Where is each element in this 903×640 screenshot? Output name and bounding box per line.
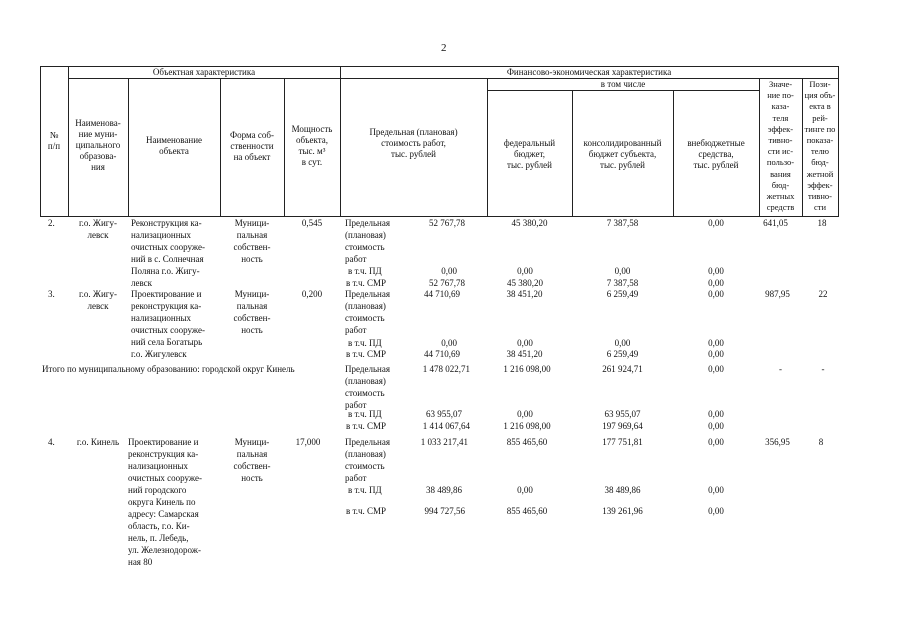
row-consolidated: 7 387,58	[606, 218, 639, 228]
row-extrabudget: 0,00	[708, 437, 724, 447]
row-pd-federal: 0,00	[517, 485, 533, 495]
row-extrabudget: 0,00	[708, 289, 724, 299]
total-smr-label: в т.ч. СМР	[346, 421, 387, 431]
row-capacity: 0,200	[301, 289, 323, 299]
total-pd-consolidated: 63 955,07	[604, 409, 641, 419]
row-object-name: Реконструкция ка- нализационных очистных сооруже- ний в с. Солнечная Поляна г.о. Жигу- левск	[131, 218, 205, 288]
header-position: Пози- ция объ- екта в рей- тинге по показа- телю бюд- жетной эффек- тивно- сти	[804, 79, 836, 213]
total-position: -	[821, 364, 825, 374]
row-smr-cost: 52 767,78	[429, 278, 465, 288]
row-pd-federal: 0,00	[517, 266, 533, 276]
row-smr-consolidated: 7 387,58	[606, 278, 639, 288]
row-ownership: Муници- пальная собствен- ность	[233, 289, 271, 335]
row-pd-consolidated: 0,00	[614, 266, 631, 276]
row-smr-label: в т.ч. СМР	[346, 278, 387, 288]
row-pd-label: в т.ч. ПД	[348, 266, 382, 276]
row-indicator: 356,95	[765, 437, 790, 447]
header-municipality: Наименова- ние муни- ципального образова- ния	[75, 118, 121, 172]
row-pd-extrabudget: 0,00	[708, 338, 724, 348]
total-cost-label: Предельная (плановая) стоимость работ	[345, 364, 390, 410]
row-capacity: 17,000	[295, 437, 321, 447]
total-smr-cost: 1 414 067,64	[422, 421, 470, 431]
header-capacity: Мощность объекта, тыс. м³ в сут.	[291, 124, 333, 167]
row-pd-cost: 38 489,86	[426, 485, 462, 495]
row-smr-consolidated: 6 259,49	[606, 349, 639, 359]
row-municipality: г.о. Кинель	[76, 437, 120, 447]
row-pd-extrabudget: 0,00	[708, 485, 724, 495]
row-pd-consolidated: 38 489,86	[604, 485, 641, 495]
row-smr-extrabudget: 0,00	[708, 278, 724, 288]
total-pd-federal: 0,00	[517, 409, 533, 419]
row-position: 22	[818, 289, 828, 299]
page-number: 2	[441, 42, 447, 54]
row-position: 18	[817, 218, 827, 228]
header-including: в том числе	[600, 79, 646, 89]
row-ownership: Муници- пальная собствен- ность	[233, 218, 271, 264]
row-smr-extrabudget: 0,00	[708, 349, 724, 359]
total-cost: 1 478 022,71	[422, 364, 470, 374]
row-smr-federal: 38 451,20	[506, 349, 543, 359]
header-object-group: Объектная характеристика	[152, 67, 256, 77]
total-smr-extrabudget: 0,00	[708, 421, 724, 431]
row-consolidated: 177 751,81	[602, 437, 643, 447]
row-object-name: Проектирование и реконструкция ка- нализационных очистных сооруже- ний села Богатырь г.о. Жигулевск	[131, 289, 205, 359]
total-consolidated: 261 924,71	[602, 364, 643, 374]
total-smr-consolidated: 197 969,64	[602, 421, 643, 431]
header-finance-group: Финансово-экономическая характеристика	[506, 67, 672, 77]
row-smr-label: в т.ч. СМР	[346, 506, 387, 516]
row-municipality: г.о. Жигу- левск	[79, 289, 117, 311]
header-federal: федеральный бюджет, тыс. рублей	[503, 138, 556, 170]
header-indicator: Значе- ние по- каза- теля эффек- тивно- сти ис- пользо- вания бюд- жетных средств	[766, 79, 795, 213]
row-pd-consolidated: 0,00	[614, 338, 631, 348]
header-object-name: Наименование объекта	[145, 135, 203, 156]
row-indicator: 987,95	[765, 289, 790, 299]
row-smr-extrabudget: 0,00	[708, 506, 724, 516]
row-cost: 52 767,78	[429, 218, 465, 228]
total-pd-label: в т.ч. ПД	[348, 409, 382, 419]
header-extrabudget: внебюджетные средства, тыс. рублей	[687, 138, 745, 170]
total-extrabudget: 0,00	[708, 364, 724, 374]
row-municipality: г.о. Жигу- левск	[79, 218, 117, 240]
row-pd-label: в т.ч. ПД	[348, 338, 382, 348]
row-ownership: Муници- пальная собствен- ность	[233, 437, 271, 483]
row-number: 4.	[48, 437, 55, 447]
row-object-name: Проектирование и реконструкция ка- нализационных очистных сооруже- ний городского округа Кинель по адресу: Самарская область, г.о. Ки- нель, п. Лебедь, ул. Железнодорож- ная 80	[128, 437, 202, 567]
header-consolidated: консолидированный бюджет субъекта, тыс. рублей	[583, 138, 662, 170]
total-indicator: -	[779, 364, 782, 374]
row-number: 3.	[48, 289, 55, 299]
row-cost: 44 710,69	[424, 289, 460, 299]
row-pd-cost: 0,00	[441, 266, 457, 276]
row-capacity: 0,545	[301, 218, 323, 228]
total-federal: 1 216 098,00	[503, 364, 551, 374]
row-smr-cost: 994 727,56	[424, 506, 465, 516]
total-pd-cost: 63 955,07	[426, 409, 462, 419]
total-smr-federal: 1 216 098,00	[503, 421, 551, 431]
row-pd-cost: 0,00	[441, 338, 457, 348]
row-smr-cost: 44 710,69	[424, 349, 460, 359]
header-number: № п/п	[47, 130, 61, 151]
header-cost: Предельная (плановая) стоимость работ, тыс. рублей	[369, 127, 458, 159]
total-label: Итого по муниципальному образованию: городской округ Кинель	[42, 364, 295, 374]
row-smr-federal: 45 380,20	[507, 278, 543, 288]
row-smr-label: в т.ч. СМР	[346, 349, 387, 359]
total-pd-extrabudget: 0,00	[708, 409, 724, 419]
row-number: 2.	[48, 218, 55, 228]
row-federal: 855 465,60	[506, 437, 548, 447]
row-position: 8	[818, 437, 824, 447]
row-indicator: 641,05	[763, 218, 788, 228]
row-cost-label: Предельная (плановая) стоимость работ	[345, 218, 390, 264]
row-smr-federal: 855 465,60	[506, 506, 548, 516]
row-pd-extrabudget: 0,00	[708, 266, 724, 276]
subgroup-header-line	[487, 90, 759, 91]
row-cost-label: Предельная (плановая) стоимость работ	[345, 289, 390, 335]
row-cost-label: Предельная (плановая) стоимость работ	[345, 437, 390, 483]
row-federal: 45 380,20	[511, 218, 548, 228]
row-smr-consolidated: 139 261,96	[602, 506, 643, 516]
row-pd-federal: 0,00	[517, 338, 533, 348]
row-pd-label: в т.ч. ПД	[348, 485, 382, 495]
header-ownership: Форма соб- ственности на объект	[230, 130, 274, 162]
row-consolidated: 6 259,49	[606, 289, 639, 299]
col-border-11	[838, 66, 839, 217]
row-federal: 38 451,20	[506, 289, 543, 299]
row-extrabudget: 0,00	[708, 218, 724, 228]
row-cost: 1 033 217,41	[420, 437, 468, 447]
